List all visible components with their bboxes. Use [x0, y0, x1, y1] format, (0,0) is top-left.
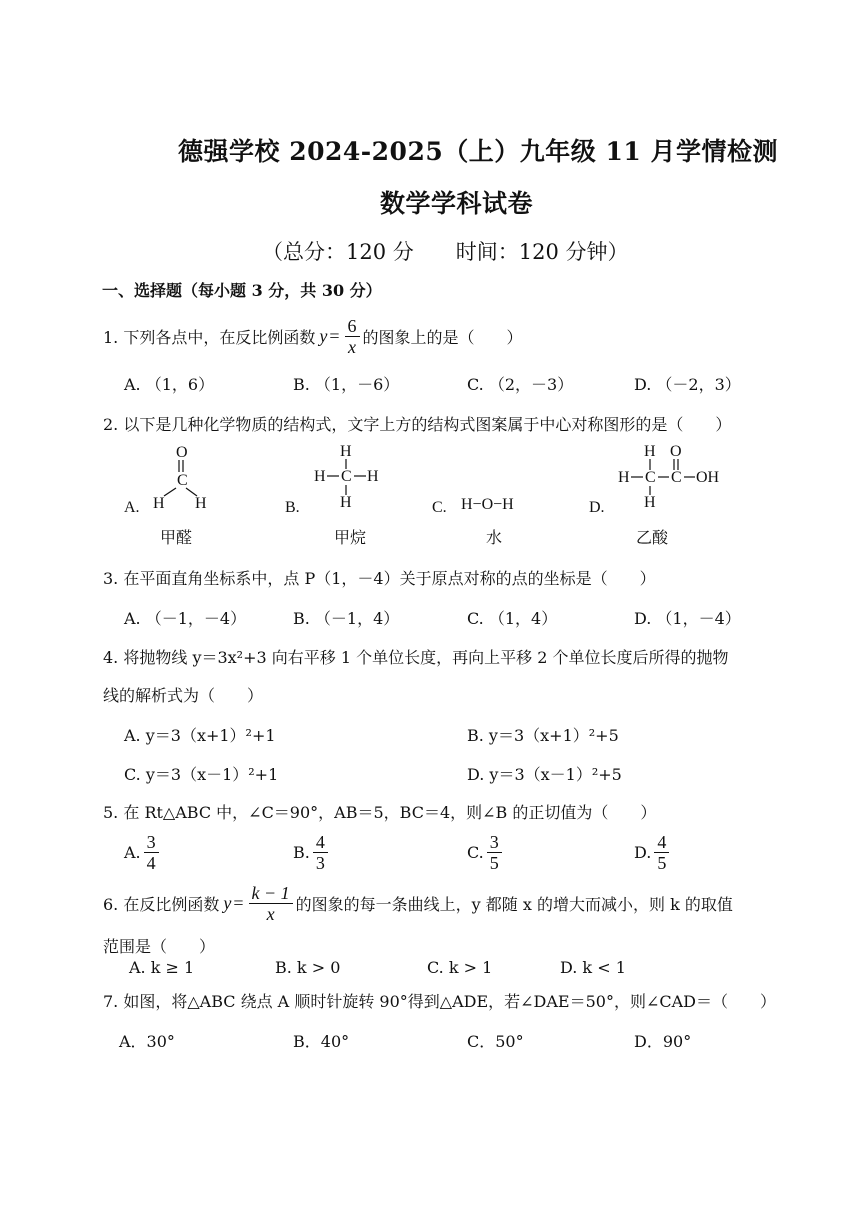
q3-option-b: B. （－1，4） — [293, 609, 400, 628]
question-1 — [103, 316, 523, 357]
q7-option-b: B．40° — [293, 1032, 350, 1051]
q2-letter-d: D. — [589, 499, 605, 516]
q2-letter-c: C. — [432, 499, 447, 516]
q5-option-d — [634, 832, 672, 873]
q6-suffix: 的图象的每一条曲线上，y 都随 x 的增大而减小，则 k 的取值 — [295, 895, 733, 914]
question-6-line-2: 范围是（ ） — [103, 937, 216, 956]
question-4-line-2: 线的解析式为（ ） — [103, 686, 264, 705]
methane-h-left: H — [314, 468, 326, 485]
q5-fraction-b — [313, 832, 328, 873]
score-time-info: （总分：120 分 时间：120 分钟） — [262, 240, 629, 264]
acetic-o-top: O — [670, 443, 682, 460]
acetic-h-bottom: H — [644, 494, 656, 511]
q1-option-a: A. （1，6） — [124, 375, 215, 394]
acetic-h-top: H — [644, 443, 656, 460]
q6-prefix: 6. 在反比例函数 — [103, 895, 220, 914]
q1-option-c: C. （2，－3） — [467, 375, 574, 394]
methane-h-bottom: H — [340, 494, 352, 511]
exam-subtitle: 数学学科试卷 — [380, 189, 534, 218]
formaldehyde-h-right: H — [195, 495, 207, 512]
formaldehyde-o-atom: O — [176, 444, 188, 461]
q5-option-a — [124, 832, 162, 873]
q6-option-c: C. k > 1 — [427, 958, 493, 977]
q5-num-b: 4 — [313, 832, 328, 853]
acetic-oh-group: OH — [696, 469, 720, 486]
exam-title: 德强学校 2024-2025（上）九年级 11 月学情检测 — [178, 137, 778, 166]
formaldehyde-c-atom: C — [177, 472, 188, 489]
q4-option-c: C. y＝3（x－1）²+1 — [124, 765, 279, 784]
question-6 — [103, 883, 733, 924]
question-4-line-1: 4. 将抛物线 y＝3x²+3 向右平移 1 个单位长度，再向上平移 2 个单位长度后所得的抛物 — [103, 648, 729, 667]
q5-num-a: 3 — [144, 832, 159, 853]
q1-option-d: D. （－2，3） — [634, 375, 741, 394]
question-7: 7. 如图，将△ABC 绕点 A 顺时针旋转 90°得到△ADE，若∠DAE＝50°，则∠CAD＝（ ） — [103, 992, 776, 1011]
q1-numerator: 6 — [345, 316, 360, 337]
acetic-h-left: H — [618, 469, 630, 486]
q1-prefix: 1. 下列各点中，在反比例函数 — [103, 328, 316, 347]
q1-equals: = — [329, 326, 340, 346]
q2-name-d: 乙酸 — [636, 530, 669, 547]
q1-denominator: x — [348, 337, 357, 357]
formaldehyde-h-left: H — [153, 495, 165, 512]
q7-option-c: C．50° — [467, 1032, 524, 1051]
q6-fraction — [249, 883, 293, 924]
q6-option-d: D. k < 1 — [560, 958, 626, 977]
formaldehyde-bond-right — [186, 488, 197, 496]
question-3: 3. 在平面直角坐标系中，点 P（1，－4）关于原点对称的点的坐标是（ ） — [103, 569, 656, 588]
q6-denominator: x — [266, 904, 275, 924]
q5-den-d: 5 — [657, 853, 667, 873]
q3-option-d: D. （1，－4） — [634, 609, 741, 628]
q5-den-b: 3 — [315, 853, 325, 873]
q7-option-a: A．30° — [119, 1032, 175, 1051]
q3-option-c: C. （1，4） — [467, 609, 558, 628]
methane-c-atom: C — [341, 468, 352, 485]
q6-numerator: k − 1 — [249, 883, 293, 904]
q2-name-a: 甲醛 — [160, 530, 193, 547]
q2-name-b: 甲烷 — [334, 530, 367, 547]
q5-letter-b: B. — [293, 843, 310, 862]
q5-den-a: 4 — [146, 853, 156, 873]
q5-option-b — [293, 832, 331, 873]
acetic-c2-atom: C — [671, 469, 682, 486]
q7-option-d: D．90° — [634, 1032, 692, 1051]
q5-letter-a: A. — [124, 843, 141, 862]
water-structure: H−O−H — [461, 496, 514, 513]
q5-num-c: 3 — [487, 832, 502, 853]
q4-option-b: B. y＝3（x+1）²+5 — [467, 726, 619, 745]
q5-letter-c: C. — [467, 843, 484, 862]
q6-equals: = — [233, 893, 244, 913]
q1-func-y: y — [319, 326, 328, 346]
methane-h-right: H — [367, 468, 379, 485]
q5-fraction-c — [487, 832, 502, 873]
question-5: 5. 在 Rt△ABC 中，∠C＝90°，AB＝5，BC＝4，则∠B 的正切值为（ ） — [103, 803, 657, 822]
q6-option-b: B. k > 0 — [275, 958, 341, 977]
q6-func-y: y — [223, 893, 232, 913]
q2-letter-b: B. — [285, 499, 300, 516]
chemical-structures-figure — [0, 436, 868, 556]
methane-h-top: H — [340, 443, 352, 460]
q5-den-c: 5 — [489, 853, 499, 873]
q5-fraction-d — [654, 832, 669, 873]
formaldehyde-bond-left — [164, 488, 176, 496]
q2-letter-a: A. — [124, 499, 140, 516]
q1-fraction — [345, 316, 360, 357]
section-heading: 一、选择题（每小题 3 分，共 30 分） — [102, 281, 382, 300]
q5-option-c — [467, 832, 505, 873]
q2-name-c: 水 — [486, 530, 503, 547]
question-2: 2. 以下是几种化学物质的结构式，文字上方的结构式图案属于中心对称图形的是（ ） — [103, 415, 732, 434]
q3-option-a: A. （－1，－4） — [124, 609, 247, 628]
q4-option-a: A. y＝3（x+1）²+1 — [124, 726, 276, 745]
q1-option-b: B. （1，－6） — [293, 375, 400, 394]
q5-num-d: 4 — [654, 832, 669, 853]
q6-option-a: A. k ≥ 1 — [129, 958, 195, 977]
q1-suffix: 的图象上的是（ ） — [362, 328, 523, 347]
q5-fraction-a — [144, 832, 159, 873]
acetic-c1-atom: C — [645, 469, 656, 486]
q4-option-d: D. y＝3（x－1）²+5 — [467, 765, 622, 784]
q5-letter-d: D. — [634, 843, 652, 862]
